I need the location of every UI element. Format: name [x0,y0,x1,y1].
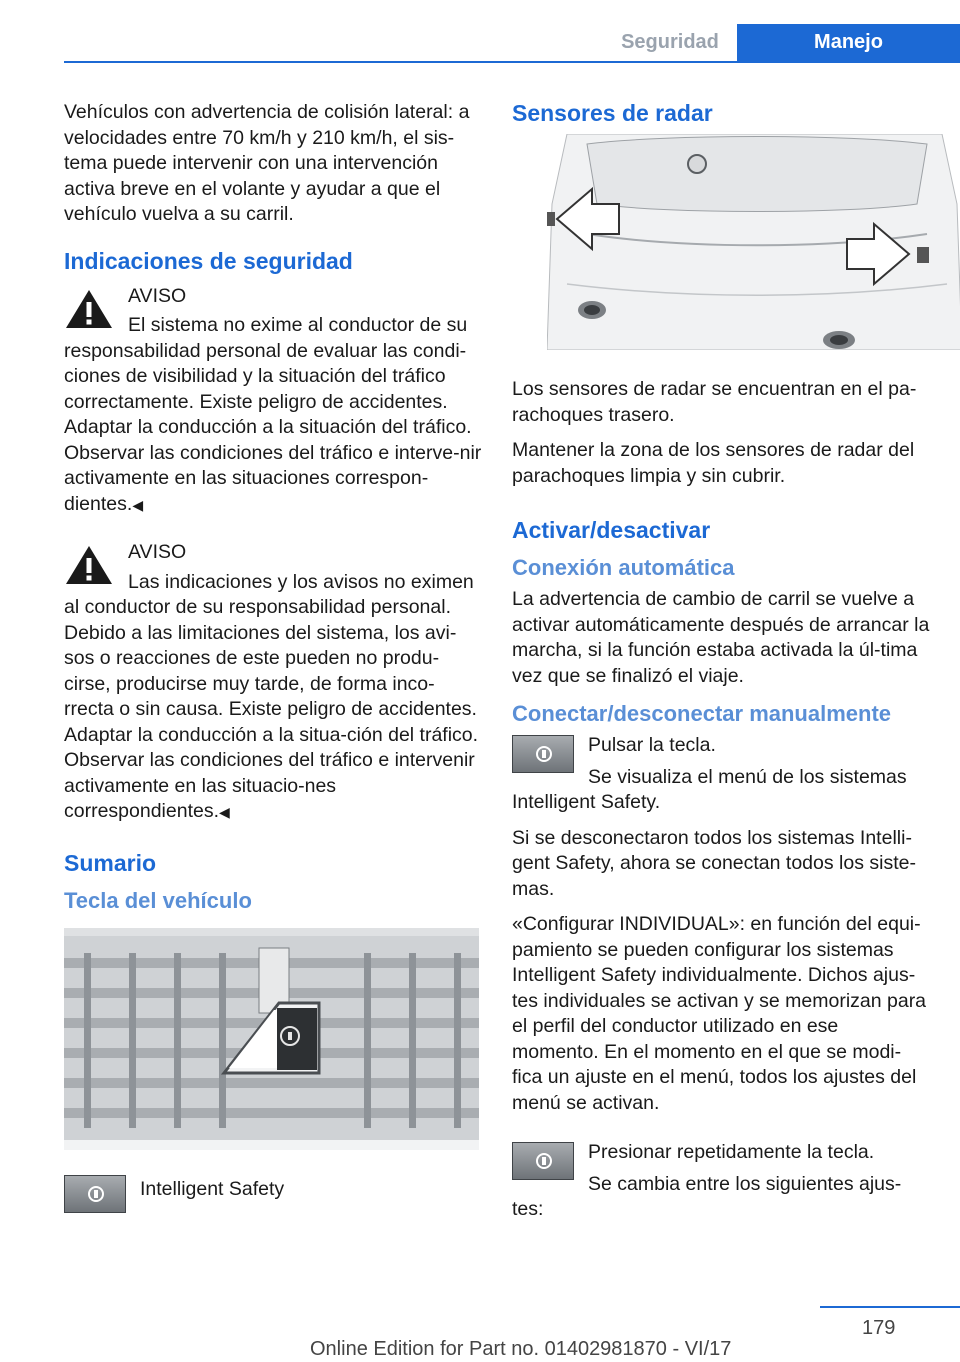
safety-heading: Indicaciones de seguridad [64,247,353,274]
footer-divider [820,1306,960,1308]
grille-button-photo [64,928,479,1150]
warning-block-2 [64,540,482,826]
intelligent-safety-button-icon [512,735,574,773]
warning-text: El sistema no exime al conductor de su responsabilidad personal de evaluar las condi‐ciones de visibilidad y la situación del tráfico correctamente. Existe peligro de accidentes. Adaptar la conducción a la situación del tráfico. Observar las condiciones del tráfico e interve‐nir activamente en las situaciones correspon‐dientes. [64,314,482,515]
manual-heading: Conectar/desconectar manualmente [512,701,892,726]
warning-triangle-icon [64,288,114,330]
warning-text: Las indicaciones y los avisos no eximen al conductor de su responsabilidad personal. Debido a las limitaciones del sistema, los avi‐sos o reacciones de este pueden no produ‐cirse, producirse muy tarde, de forma inco‐rrecta o sin causa. Existe peligro de accidentes. Adaptar la conducción a la situa‐ción del tráfico. Observar las condiciones del tráfico e intervenir activamente en las situacio‐nes correspondientes. [64,570,479,822]
warning-triangle-icon [64,544,114,586]
auto-text: La advertencia de cambio de carril se vuelve a activar automáticamente después de arrancar la marcha, si la función estaba activada la úl‐tima vez que se finalizó el viaje. [512,588,930,687]
tab-manejo[interactable]: Manejo [737,24,960,61]
warning-title: AVISO [128,284,187,307]
left-column [64,100,482,1219]
page-header [0,0,960,64]
activate-heading: Activar/desactivar [512,517,711,543]
repeat-step-2: Se cambia entre los siguientes ajus‐tes: [512,1172,902,1220]
manual-step-1: Pulsar la tecla. [588,734,716,756]
radar-clean-text: Mantener la zona de los sensores de radar del parachoques limpia y sin cubrir. [512,439,915,487]
button-label: Intelligent Safety [140,1177,285,1200]
rear-bumper-radar-photo [547,134,960,350]
page-number: 179 [862,1317,896,1339]
header-divider [64,61,960,63]
manual-paragraph-2: «Configurar INDIVIDUAL»: en función del equi‐pamiento se pueden configurar los sistemas Intelligent Safety individualmente. Dichos ajus‐tes individuales se activan y se memorizan para el perfil del conductor utilizado en ese momento. En el momento en el que se modi‐fica un ajuste en el menú, todos los ajustes del menú se activan. [512,913,927,1114]
auto-heading: Conexión automática [512,555,735,580]
manual-step-2: Se visualiza el menú de los sistemas Intelligent Safety. [512,765,907,813]
intro-paragraph: Vehículos con advertencia de colisión lateral: a velocidades entre 70 km/h y 210 km/h, el sis‐tema puede intervenir con una intervención activa breve en el volante y ayudar a que el vehículo vuelva a su carril. [64,101,470,225]
summary-heading: Sumario [64,849,157,876]
warning-block-1 [64,284,482,519]
end-mark: ◀ [132,496,144,513]
intelligent-safety-button-icon [512,1142,574,1180]
button-heading: Tecla del vehículo [64,887,252,913]
manual-paragraph-1: Si se desconectaron todos los sistemas Intelli‐gent Safety, ahora se conectan todos los siste‐mas. [512,826,916,900]
radar-heading: Sensores de radar [512,100,713,126]
tab-seguridad[interactable]: Seguridad [603,24,737,61]
repeat-step-1: Presionar repetidamente la tecla. [588,1141,875,1163]
end-mark: ◀ [219,804,230,820]
right-column [512,98,930,1233]
edition-footer: Online Edition for Part no. 01402981870 - VI/17 [310,1338,732,1360]
warning-title: AVISO [128,541,187,563]
intelligent-safety-button-icon [64,1175,126,1213]
radar-location-text: Los sensores de radar se encuentran en el pa‐rachoques trasero. [512,378,917,426]
